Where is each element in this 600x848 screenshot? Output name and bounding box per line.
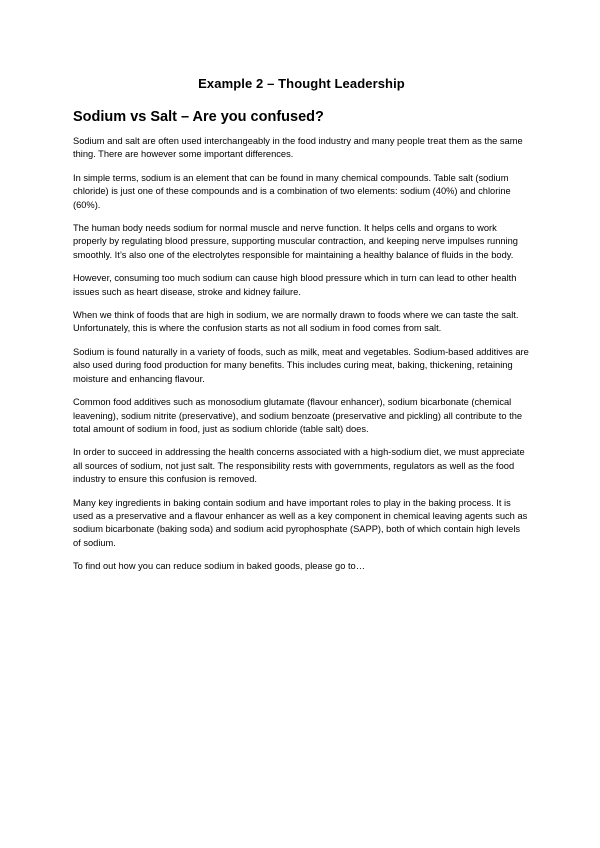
paragraph: Sodium is found naturally in a variety of foods, such as milk, meat and vegetables. Sodium-based additives are also used during food production for many benefits. This includes curing meat, baking, thickening, retaining moisture and enhancing flavour. [73, 346, 529, 384]
paragraph: Sodium and salt are often used interchangeably in the food industry and many people treat them as the same thing. There are however some important differences. [73, 136, 523, 160]
paragraph: To find out how you can reduce sodium in baked goods, please go to… [73, 561, 366, 572]
article-heading: Sodium vs Salt – Are you confused? [73, 109, 324, 125]
document-title: Example 2 – Thought Leadership [198, 76, 405, 91]
paragraph: However, consuming too much sodium can cause high blood pressure which in turn can lead to other health issues such as heart disease, stroke and kidney failure. [73, 273, 517, 297]
paragraph: The human body needs sodium for normal muscle and nerve function. It helps cells and organs to work properly by regulating blood pressure, supporting muscular contraction, and keeping nerve impulses running smoothly. It’s also one of the electrolytes responsible for maintaining a healthy balance of fluids in the body. [73, 223, 518, 260]
paragraph: Many key ingredients in baking contain sodium and have important roles to play in the baking process. It is used as a preservative and a flavour enhancer as well as a key component in chemical leaving agents such as sodium bicarbonate (baking soda) and sodium acid pyrophosphate (SAPP), both of which contain high levels of sodium. [73, 497, 528, 548]
paragraph: Common food additives such as monosodium glutamate (flavour enhancer), sodium bicarbonate (chemical leavening), sodium nitrite (preservative), and sodium benzoate (preservative and pickling) all contribute to the total amount of sodium in food, just as sodium chloride (table salt) does. [73, 397, 523, 434]
paragraph: In simple terms, sodium is an element that can be found in many chemical compounds. Table salt (sodium chloride) is just one of these compounds and is a combination of two elements: sodium (40%) and chlorine (60%). [73, 172, 511, 210]
paragraph: When we think of foods that are high in sodium, we are normally drawn to foods where we can taste the salt. Unfortunately, this is where the confusion starts as not all sodium in food comes from salt. [73, 310, 519, 334]
paragraph: In order to succeed in addressing the health concerns associated with a high-sodium diet, we must appreciate all sources of sodium, not just salt. The responsibility rests with governments, regulators as well as the food industry to ensure this confusion is removed. [73, 447, 525, 485]
article-body [73, 135, 530, 574]
